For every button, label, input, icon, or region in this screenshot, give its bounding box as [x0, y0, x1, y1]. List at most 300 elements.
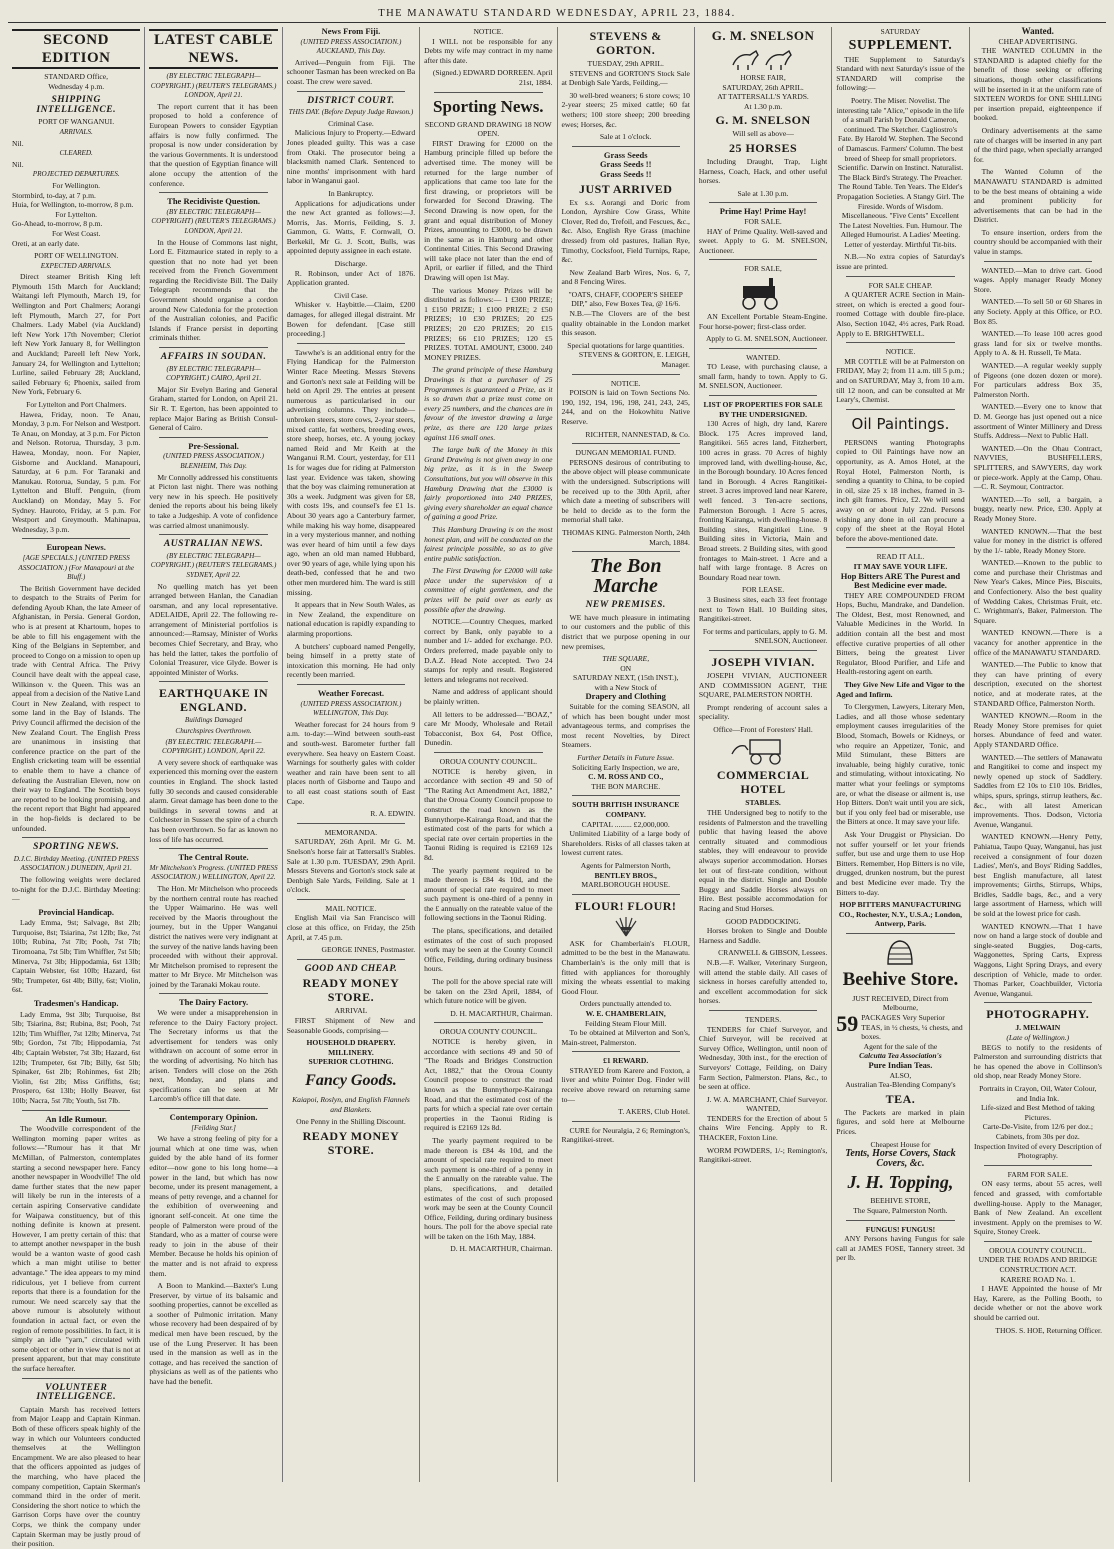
oroua-col8-sub: UNDER THE ROADS AND BRIDGE CONSTRUCTION ACT. — [978, 1255, 1098, 1275]
oroua2-text: NOTICE is hereby given, in accordance with sections 49 and 50 of "The Roads and Bridges Construction Act, 1882," that the Oroua County Council propose to construct the road known as the Bunnythorpe-Kairanga Road, and that the estimated cost of the parts for which a special rate over certain properties in the Taonui Riding is required is £2169 12s 8d. — [424, 1037, 553, 1133]
port-wanganui: PORT OF WANGANUI. — [38, 117, 115, 127]
projected-label: PROJECTED DEPARTURES. — [32, 170, 120, 179]
earthquake-sub3: (BY ELECTRIC TELEGRAPH.—COPYRIGHT.) LONDON, April 22. — [161, 737, 266, 756]
topping-address: The Square, Palmerston North. — [853, 1205, 948, 1215]
paddocking-text: Horses broken to Single and Double Harness and Saddle. — [698, 926, 828, 945]
saturday-next: SATURDAY NEXT, (15th INST.), — [572, 673, 679, 683]
reward-text: STRAYED from Karere and Foxton, a liver and white Pointer Dog. Finder will receive above reward on returning same to— — [561, 1065, 690, 1104]
principle-text: The grand principle of these Hamburg Drawings is that a purchaser of 25 Programmes is guaranteed a Prize, as it is so drawn that a prize must come on every 25 numbers, and the chances are in favour of the investor drawing a large prize, as there are 120 large prizes against 116 small ones. — [424, 365, 553, 442]
inspection-line: Inspection Invited of every Description of Photography. — [974, 1141, 1102, 1161]
bentley-bros: BENTLEY BROS., — [594, 870, 657, 880]
engine-forsale: FOR SALE, — [744, 264, 782, 274]
divider — [709, 259, 817, 260]
vivian-heading: JOSEPH VIVIAN. — [711, 654, 815, 669]
cable-text: The report current that it has been proposed to hold a conference of European Powers to consider Egyptian affairs is now fully confirmed. The proposal is now under consideration by the various Governments. It is understood that the question of Egyptian finance will alone occupy the attention of the conference. — [149, 101, 278, 188]
dairy-heading: The Dairy Factory. — [178, 997, 249, 1008]
earthquake-sub2: Churchspires Overthrown. — [175, 727, 252, 736]
mail-text: English Mail via San Francisco will close at this office, on Friday, the 25th April, at 7.45 p.m. — [286, 913, 416, 942]
wanted-ad: WANTED.—On the Ohau Contract, NAVVIES, BUSHFELLERS, SPLITTERS, and SAWYERS, day work or piece-work. Apply at the Camp, Ohau.—C. R. Seymour, Contractor. — [973, 443, 1102, 492]
also-line: ALSO, — [889, 1070, 912, 1080]
divider — [984, 1165, 1092, 1166]
hop-text3: To Clergymen, Lawyers, Literary Men, Ladies, and all those whose sedentary employment causes irregularities of the Blood, Stomach, Bowels or Kidneys, or who require an Appetizer, Tonic, and Mild Stimulant, these Bitters are invaluable, being highly curative, tonic and stimulating, without intoxicating. No matter what your feelings or symptoms are, or what the disease or ailment is, use Hop Bitters. Don't wait until you are sick, but if you only feel bad or miserable, use the Bitters at once. It may save your life. — [836, 702, 965, 827]
tenders-sign: J. W. A. MARCHANT, Chief Surveyor. — [706, 1094, 828, 1104]
for-lease-heading: FOR LEASE. — [741, 585, 785, 595]
sporting-text: The following weights were declared to-night for the D.J.C. Birthday Meeting:— — [12, 874, 141, 904]
cleared-label: CLEARED. — [59, 149, 93, 158]
divider — [572, 374, 680, 375]
lung-preserver-text: A Boon to Mankind.—Baxter's Lung Preserver, by virtue of its balsamic and soothing properties, cannot be excelled as a soother of Pulmonic irritation. Many whose recovery had been despaired of by medical men have been rescued, by the use of the Lung Preserver. It has been used in the mansion as well as in the cottage, and has received the sanction of physicians as well as of the patients who have had the benefit. — [149, 1281, 278, 1387]
civil-heading: Civil Case. — [334, 290, 368, 300]
agents-line: Agents for Palmerston North, — [580, 860, 671, 870]
bon-text2: Suitable for the coming SEASON, all of which has been bought under most advantageous terms, and comprises the most recent Novelties, by Direct Steamers. — [561, 702, 690, 750]
divider — [846, 1220, 954, 1221]
european-text: The British Government have decided to despatch to the Straits of Perim for defending Ayoub Khan, the late Ameer of Afghanistan, in Persia. General Gordon, who is at present at Khartoum, hopes to be able to fill his engagement with the King of the Belgians in September, and proceed to Congo on a mission to open up trade with Central Africa. The Privy Council have dealt with the appeal case, Wilkinson v. the Queen. This was an appeal from a decision of the Native Land Court in New Zealand, with respect to some land in the Bay of Islands. The Privy Council affirmed the decision of the New Zealand Court. The English Press are unanimous in insisting that conference practice on the part of the English cricketing team will be essential to enable them to have a chance of defeating the Australian Eleven, now on their way to England. The Scottish boys are reported to be looking promising, and the recent report that Bight had appeared in the hop-fields is declared to be unfounded. — [12, 583, 141, 833]
fungus-text: ANY Persons having Fungus for sale call at JAMES FOSE, Tannery street. 3d per lb. — [836, 1234, 965, 1263]
divider — [709, 1010, 817, 1011]
european-heading: European News. — [46, 542, 106, 553]
column-6 — [695, 27, 832, 1482]
supplement-heading: SUPPLEMENT. — [848, 37, 953, 53]
beehive-59-row — [836, 1013, 964, 1042]
karere-heading: KARERE ROAD No. 1. — [1000, 1274, 1076, 1284]
cleared-nil: Nil. — [12, 159, 24, 169]
wanted-ad: WANTED KNOWN.—That I have now on hand a large stock of double and single-seated Buggies, Dog-carts, Waggonettes, Spring Carts, Express Waggons, Light Spring Drays, and every description of Vehicle, made to order. Thomas Parker, Coachbuilder, Victoria Avenue, Wanganui. — [973, 921, 1102, 998]
snelson-heading: G. M. SNELSON — [711, 28, 815, 43]
divider — [572, 1051, 680, 1052]
agent-line: Agent for the sale of the — [863, 1041, 938, 1051]
poison-sign: RICHTER, NANNESTAD, & Co. — [585, 429, 690, 439]
oroua2-text2: The yearly payment required to be made thereon is £84 4s 10d, and the amount of special rate required to meet such payment is one-third of a penny in the £ annually on the rateable value. The plans, specifications, and detailed estimates of the cost of such proposed work may be seen at the County Council Office, Feilding, during ordinary business hours. The poll for the above special rate will be taken on the 16th May, 1884. — [424, 1135, 553, 1241]
cure-text: CURE for Neuralgia, 2 6; Remington's, Rangitikei-street. — [561, 1125, 690, 1145]
australian-sub: (BY ELECTRIC TELEGRAPH—COPYRIGHT.) (REUTER'S TELEGRAMS.) SYDNEY, April 22. — [150, 551, 277, 579]
commercial-hotel: COMMERCIAL HOTEL — [716, 768, 810, 797]
shipping-heading: SHIPPING INTELLIGENCE. — [36, 95, 116, 115]
huia: Huia, for Wellington, to-morrow, 8 p.m. — [12, 200, 134, 210]
tattersalls: AT TATTERSALL'S YARDS. — [717, 92, 809, 102]
masthead: THE MANAWATU STANDARD WEDNESDAY, APRIL 23, 1884. — [8, 6, 1106, 23]
oroua2-heading: OROUA COUNTY COUNCIL. — [439, 1027, 537, 1037]
fiji-text: Arrived—Penguin from Fiji. The schooner Tasman has been wrecked on Ba coast. The crew were saved. — [286, 57, 416, 86]
sporting-news-heading: Sporting News. — [433, 96, 544, 116]
arrival-text: FIRST Shipment of New and Seasonable Goods, comprising— — [286, 1016, 416, 1035]
notice-heading: NOTICE. — [473, 27, 504, 36]
wanted-ad: WANTED.—To lease 100 acres good grass land for six or twelve months. Apply to A. & H. Russell, Te Mata. — [973, 329, 1102, 358]
carte-line: Carte-De-Visite, from 12/6 per doz.; Cabinets, from 30s per doz. — [982, 1122, 1094, 1141]
reward-sign: T. AKERS, Club Hotel. — [618, 1107, 690, 1117]
coach-icon — [728, 736, 798, 766]
bon-text: WE have much pleasure in intimating to our customers and the public of this district that we purpose opening in our new premises, — [561, 612, 690, 651]
plans-text: The plans, specifications, and detailed estimates of the cost of such proposed work may be seen at the County Council Office, Feilding, during ordinary business hours. — [424, 926, 553, 974]
steam-engine-icon — [733, 276, 793, 310]
poison-notice-heading: NOTICE. — [610, 378, 641, 388]
tenders-heading: TENDERS. — [745, 1014, 782, 1024]
drawing-text: FIRST Drawing for £2000 on the Hamburg principle filled up before the advertised time. The money will be returned for the large number of applications that came too late for the first drawing, or proprietors will be forwarded for Second Drawing. The Second Drawing is now open, for the grant and equal distribution of Money Prizes, amounting to £3000, to be drawn in the same as in Hamburg and other Continental Cities. This Second Drawing will take place not later than the end of April, or earlier if filled, and the Third Drawing will open 1st May. — [424, 138, 553, 283]
gms-text: Will sell as above— — [732, 129, 794, 139]
read-it-all: READ IT ALL. — [876, 552, 925, 562]
district-sub: THIS DAY. (Before Deputy Judge Rawson.) — [288, 108, 414, 117]
second-edition-title: SECOND EDITION — [12, 29, 140, 69]
presessional-text: Mr Connolly addressed his constituents at Picton last night. There was nothing very new in his speech. He positively denied the reports about his being likely to take a Judgeship. A vote of confidence was carried almost unanimously. — [149, 472, 278, 530]
oreti: Oreti, at an early date. — [12, 238, 80, 248]
ready-money-footer: READY MONEY STORE. — [302, 1128, 400, 1157]
ship-text: Direct steamer British King left Plymouth 15th March for Auckland; Waitangi left Plymouth, March 19, for Wellington and Port Chalmers; Aorangi left Plymouth, March 27, for Port Chalmers. Lady Mabel (via Auckland) left New York 17th November; Cleriot left New York January 8, for Wellington and Auckland; Pareell left New York, January 24, for Wellington and Lyttelton; Lurline, sailed February 28; Auckland, sailed February 6; Phoenix, sailed from New York, February 6. — [12, 272, 141, 397]
australian-heading: AUSTRALIAN NEWS. — [163, 539, 264, 550]
cheap-advertising-heading: CHEAP ADVERTISING. — [998, 36, 1078, 46]
prime-hay-heading: Prime Hay! Prime Hay! — [719, 206, 807, 217]
beehive-heading: Beehive Store. — [842, 968, 959, 990]
photo-text: BEGS to notify to the residents of Palmerston and surrounding districts that he has opened the above in Collinson's old shop, near Ready Money Store. — [973, 1042, 1102, 1081]
sg-date: TUESDAY, 29th APRIL. — [587, 59, 664, 68]
poll-text: The poll for the above special rate will be taken on the 23rd April, 1884, of which future notice will be given. — [424, 977, 553, 1006]
divider — [297, 899, 405, 900]
weather-text: Weather forecast for 24 hours from 9 a.m. to-day:—Wind between south-east and south-west. Barometer further fall everywhere. Sea heavy on Eastern Coast. Warnings for southerly gales with colder weather and rain have been sent to all places north of Gisborne and Taupo and to all east coast stations south of East Cape. — [286, 719, 416, 806]
wanted-ad: WANTED KNOWN.—Room in the Ready Money Store premises for quiet horses. Abundance of feed and water. Apply STANDARD Office. — [973, 711, 1102, 749]
notice-text: I WILL not be responsible for any Debts my wife may contract in my name after this date. — [424, 36, 553, 65]
divider — [434, 1022, 542, 1023]
divider — [709, 202, 817, 203]
honest-text: This Hamburg Drawing is on the most honest plan, and will be conducted on the fairest principle possible, so as to give entire public satisfaction. — [424, 524, 553, 563]
tenders-text: TENDERS for Chief Surveyor, and Chief Surveyor, will be received at Survey Office, Wellington, until noon of Wednesday, 30th inst., for the erection of Surveyors' Cottage, Feilding, on Dairy Farm Section, Palmerston. Plans, &c., to be seen at office. — [698, 1024, 828, 1092]
central-text: The Hon. Mr Mitchelson who proceeds by the northern central route has reached the Upper Waimarino. He was well received by the Maoris throughout the journey, but in the Upper Wanganui district the natives were very indignant at the survey of the native lands having been proceeded with without their approval. Mr Mitchelson promised to represent the matter to Mr Bryce. Mr Mitchelson was joined by the Taranaki Mokau route. — [149, 883, 278, 989]
wanted-ad: WANTED.—Every one to know that D. M. George has just opened out a nice assortment of Winter Millinery and Dress Stuffs. Address—Next to Public Hall. — [973, 402, 1102, 441]
wanted2-heading: WANTED, — [746, 1104, 781, 1114]
cottle-text: MR COTTLE will be at Palmerston on FRIDAY, May 2; from 11 a.m. till 5 p.m.; and on SATURDAY, May 3, from 10 a.m. till 12 noon, and can be consulted at Mr Leary's, Chemist. — [836, 356, 965, 405]
topping-sub: BEEHIVE STORE, — [870, 1196, 931, 1206]
cranwell-nb: N.B.—F. Walker, Veterinary Surgeon, will attend the stable daily. All cases of sickness in horses carefully attended to, and excellent accommodation for sick horses. — [698, 957, 828, 1006]
for-sale-cheap-heading: FOR SALE CHEAP. — [868, 280, 933, 290]
expected-label: EXPECTED ARRIVALS. — [40, 261, 112, 270]
hay-text: HAY of Prime Quality. Well-saved and sweet. Apply to G. M. SNELSON, Auctioneer. — [698, 226, 828, 255]
engine-apply: Apply to G. M. SNELSON, Auctioneer. — [705, 334, 828, 344]
columns — [8, 26, 1106, 1549]
divider — [297, 684, 405, 685]
sporting-sub: D.J.C. Birthday Meeting. (UNITED PRESS ASSOCIATION.) DUNEDIN, April 21. — [13, 854, 139, 873]
picture-line: Life-sized and Best Method of taking Pictures. — [980, 1103, 1095, 1122]
yearly-text: The yearly payment required to be made thereon is £84 4s 10d, and the amount of special rate required to meet such payment is one-third of a penny in the £ annually on the rateable value of the following sections in the Taonui Riding. — [424, 865, 553, 923]
volunteer-text: Captain Marsh has received letters from Major Leapp and Captain Kinman. Both of these officers speak highly of the way in which our Volunteers conducted themselves at the Wellington Encampment. We are also pleased to hear that the officers appointed as judges of the marching, who have placed the company competition, Captain Skerman's command third in the order of merit. Considering the short notice to which the Garrison Corps have over the country Corps, we think the company under Captain Skerman may be justly proud of their position. — [12, 1404, 141, 1549]
central-sub: Mr Mitchelson's Progress. (UNITED PRESS ASSOCIATION.) WELLINGTON, April 22. — [149, 863, 278, 882]
divider — [22, 1378, 130, 1379]
recidiviste-sub: (BY ELECTRIC TELEGRAPH—COPYRIGHT) (REUTER'S TELEGRAMS.) LONDON, April 21. — [151, 207, 276, 235]
provincial-heading: Provincial Handicap. — [38, 907, 115, 917]
bon-marche-heading: The Bon Marche — [589, 555, 662, 598]
cheap-text: THE WANTED COLUMN in the STANDARD is adapted chiefly for the benefit of those seeking or offering situations, though other classifications will be inserted in it at the uniform rate of SIXTEEN WORDS for ONE SHILLING per insertion prepaid, eighteenpence if booked. — [973, 46, 1102, 123]
divider — [297, 823, 405, 824]
orders-line: Orders punctually attended to. — [579, 999, 672, 1009]
supplement-text: THE Supplement to Saturday's Standard with next Saturday's issue of the STANDARD will comprise the following:— — [836, 54, 965, 93]
wec-text: To be obtained at Milverton and Son's, Main-street, Palmerston. — [561, 1028, 690, 1047]
at-130: At 1.30 p.m. — [743, 101, 783, 111]
vivian-text: JOSEPH VIVIAN, AUCTIONEER AND COMMISSION AGENT, THE SQUARE, PALMERSTON NORTH. — [698, 670, 828, 700]
properties-text: 130 Acres of high, dry land, Karere Block. 175 Acres improved land, Rangitikei. 565 acres land, Fitzherbert, 100 acres in grass. 70 Acres of highly improved land, with dwelling-house, &c, in the Borough boundary. 10 Acres fenced land in Borough. 4 Acres Rangitikei-street. 3 acres improved land near Karere, well fenced. 3 Ten-acre sections, Palmerston Borough. 1 Acre 5 acres, fronting Kairanga, with dwelling-house. 8 Building sites, Rangitikei Line. 9 Building sites in Victoria, Main and Broad streets. 2 Building sites, with good frontages to Main-street. 1 Acre and a half with large frontage. 8 Acres on Boundary Road near town. — [698, 419, 828, 582]
divider — [709, 650, 817, 651]
weather-heading: Weather Forecast. — [317, 688, 385, 698]
supplement-nb: N.B.—No extra copies of Saturday's issue are printed. — [836, 252, 965, 272]
divider — [297, 343, 405, 344]
tea-heading: TEA. — [885, 1091, 916, 1106]
weather-sub: (UNITED PRESS ASSOCIATION.) WELLINGTON, This Day. — [300, 699, 402, 718]
column-2 — [145, 27, 282, 1482]
district-court-heading: DISTRICT COURT. — [307, 95, 395, 106]
sg-text: STEVENS and GORTON'S Stock Sale at Denbigh Sale Yards, Feilding,— — [561, 68, 690, 88]
hop-bitters-heading: Hop Bitters ARE The Purest and Best Medicine ever made. — [840, 570, 961, 591]
office-line: STANDARD Office, — [44, 72, 109, 81]
divider — [159, 534, 267, 535]
oroua-text: NOTICE is hereby given, in accordance with section 49 and 50 of "The Rating Act Amendment Act, 1882," that the Oroua County Council propose to construct the road known as the Bunnythorpe-Kairanga Road, and that the estimated cost of the parts for which a special rate over certain properties in the Taonui Riding is required is £2169 12s 8d. — [424, 766, 553, 862]
central-heading: The Central Route. — [178, 852, 249, 863]
wec-name: W. E. CHAMBERLAIN, — [585, 1008, 666, 1018]
sbi-text: Unlimited Liability of a large body of Shareholders. Risks of all classes taken at lowest current rates. — [561, 829, 690, 858]
hay-forsale: FOR SALE. — [744, 216, 782, 226]
divider — [984, 1241, 1092, 1242]
memoranda-heading: MEMORANDA. — [324, 827, 378, 837]
column-7 — [832, 27, 969, 1482]
arrived-text: Ex s.s. Aorangi and Doric from London, Ayrshire Cow Grass, White Clover, Red do, Trefoil, and Fescues, &c., &c. Also, English Rye Grass (machine dressed) from old pastures, Italian Rye, Timothy, Cocksfoot, Field Turnips, Rape, &c. — [561, 197, 690, 265]
dungan-text: PERSONS desirous of contributing to the above object will please communicate with the undersigned. Subscriptions will be received up to the 30th April, after which date a meeting of subscribers will be held to decide as to the form the memorial shall take. — [561, 457, 690, 525]
grass-seeds-1: Grass Seeds — [603, 149, 648, 160]
name-address-text: Name and address of applicant should be plainly written. — [424, 687, 553, 706]
divider — [846, 933, 954, 934]
civil-text: Whisker v. Haybittle.—Claim, £200 damages, for alleged illegal distraint. Mr Bowen for defendant. [Case still proceeding.] — [286, 300, 416, 339]
criminal-text: Malicious Injury to Property.—Edward Jones pleaded guilty. This was a case from Otaki. The prosecutor being a blacksmith named Clark. Sentenced to nine months' imprisonment with hard labor in Wanganui gaol. — [286, 128, 416, 186]
contemporary-text: We have a strong feeling of pity for a journal which at one time was, when guided by the able hand of its former editor—now gone to his long home—a power in the land, but which has now become, under its present management, a means of petty revenge, and a channel for the exhibition of overweening and ignorant self-conceit. At one time the people of Palmerston were proud of the Standard, who as a matter of course were ready to join in the abuse of their Member. Because he holds his opinion of the matter and is not afraid to express them. — [149, 1134, 278, 1278]
terms-text: For terms and particulars, apply to G. M. SNELSON, Auctioneer. — [702, 626, 828, 646]
horses-25: 25 HORSES — [728, 140, 798, 155]
divider — [297, 91, 405, 92]
wanted-ad: WANTED.—To sell, a bargain, a buggy, nearly new. Price, £30. Apply at Ready Money Store. — [973, 494, 1102, 523]
farm-heading: FARM FOR SALE. — [1007, 1169, 1069, 1179]
beehive-icon — [882, 938, 918, 966]
for-lyttelton: For Lyttelton. — [55, 209, 98, 219]
divider — [984, 261, 1092, 262]
sale-130: Sale at 1.30 p.m. — [737, 188, 789, 198]
poison-text: POISON is laid on Town Sections No. 190, 192, 194, 196, 198, 241, 243, 245, 244, and on the Hokowhitu Native Reserve. — [561, 388, 690, 426]
nb-text: N.B.—The Clovers are of the best quality obtainable in the London market this season. — [561, 309, 690, 338]
just-arrived: JUST ARRIVED — [578, 181, 673, 196]
wanted-ad: WANTED KNOWN.—That the best value for money in the district is offered by the 1/- table, Ready Money Store. — [973, 526, 1102, 555]
wanted-column-heading: Wanted. — [1021, 26, 1054, 36]
time-line: Wednesday 4 p.m. — [48, 81, 105, 91]
kaiapoi-line: Kaiapoi, Roslyn, and English Flannels and Blankets. — [292, 1095, 410, 1114]
grass-seeds-3: Grass Seeds !! — [599, 168, 652, 179]
saturday-label: SATURDAY — [880, 27, 921, 36]
column-8 — [970, 27, 1106, 1482]
stevens-gorton-heading: STEVENS & GORTON. — [589, 29, 662, 57]
oroua2-sign: D. H. MACARTHUR, Chairman. — [450, 1244, 553, 1254]
vivian-text2: Prompt rendering of account sales a speciality. — [698, 702, 828, 722]
latest-cable-title: LATEST CABLE NEWS. — [149, 29, 277, 69]
arrivals-label: ARRIVALS. — [59, 127, 93, 136]
divider — [22, 1110, 130, 1111]
divider — [159, 848, 267, 849]
hop-text2: They Give New Life and Vigor to the Aged and Infirm. — [836, 680, 965, 699]
column-5 — [558, 27, 695, 1482]
divider — [159, 681, 267, 682]
beehive-received: JUST RECEIVED, Direct from Melbourne, — [852, 993, 949, 1013]
soudan-text: Major Sir Evelyn Baring and General Graham, started for London, on April 21. Sir R. T. Egerton, has been appointed to replace Major Baring as British Consul-General of Cairo. — [149, 384, 278, 433]
wanted-ad: WANTED.—To sell 50 or 60 Shares in any Society. Apply at this Office, or P.O. Box 85. — [973, 297, 1102, 326]
bon-sign2: THE BON MARCHE. — [591, 781, 661, 791]
wanted-heading: WANTED. — [746, 352, 781, 362]
departures-heading: For Lyttelton and Port Chalmers. — [26, 400, 127, 409]
prizes-text: The various Money Prizes will be distributed as follows:— 1 £300 PRIZE; 1 £150 PRIZE; 1 £100 PRIZE; 2 £50 PRIZES; 10 £30 PRIZES; 20 £25 PRIZES; 20 £20 PRIZES; 20 £15 PRIZES; 66 £10 PRIZES; 120 £5 PRIZES. TOTAL AMOUNT, £3000. 240 MONEY PRIZES. — [424, 285, 553, 362]
stables-heading: STABLES. — [745, 798, 781, 808]
tradesmen-heading: Tradesmen's Handicap. — [33, 999, 119, 1009]
european-sub: [AGE SPECIALS.] (UNITED PRESS ASSOCIATION.) (For Manapouri at the Bluff.) — [18, 553, 135, 582]
flour-heading: FLOUR! FLOUR! — [574, 898, 677, 913]
horses-text: Including Draught, Trap, Light Harness, Coach, Hack, and other useful horses. — [698, 156, 828, 186]
for-wellington: For Wellington. — [52, 180, 101, 190]
divider — [572, 443, 680, 444]
millinery: MILLINERY. — [328, 1047, 374, 1057]
sg-sign: STEVENS & GORTON, E. LEIGH, Manager. — [578, 350, 690, 370]
grass-seeds-2: Grass Seeds !! — [599, 159, 652, 170]
dungan-sign: THOMAS KING. Palmerston North, 24th March, 1884. — [562, 527, 690, 547]
marlborough-house: MARLBOROUGH HOUSE. — [581, 880, 670, 890]
special-text: Special quotations for large quantities. — [567, 340, 685, 350]
wanted-ad: WANTED.—Man to drive cart. Good wages. Apply manager Ready Money Store. — [973, 265, 1102, 294]
drawing-heading: SECOND GRAND DRAWING 18 NOW OPEN. — [424, 119, 552, 139]
cheapest-line: Cheapest House for — [870, 1139, 931, 1149]
sbi-heading: SOUTH BRITISH INSURANCE COMPANY. — [572, 800, 680, 819]
earthquake-text: A very severe shock of earthquake was experienced this morning over the eastern counties in England. The shock lasted fully 30 seconds and caused considerable alarm. Great damage has been done to the buildings in several towns and at Colchester in Sussex the spire of a church has been overthrown. So far as known no loss of life has occurred. — [149, 757, 278, 844]
divider — [846, 409, 954, 410]
divider — [159, 437, 267, 438]
mail-heading: MAIL NOTICE. — [325, 903, 377, 913]
go-ahead: Go-Ahead, to-morrow, 8 p.m. — [12, 219, 103, 229]
new-premises: NEW PREMISES. — [585, 600, 666, 611]
portraits-line: Portraits in Crayon, Oil, Water Colour, and India Ink. — [979, 1083, 1097, 1103]
local-text: Tawwhe's is an additional entry for the Flying Handicap for the Palmerston Winter Race Meeting. Messrs Stevens and Gorton's next sale at Feilding will be held on April 29. The entries at present numerous as particularised in our advertising columns. They include—unbroken steers, store cows, 2-year steers, mixed cattle, fat wethers, breeding ewes, store sheep, horses, etc. A young jockey named Reid and Mr Keith at the Wanganui R.M. Court, yesterday, for £11 1s for wages due for riding at Palmerston last year. Evidence was taken, showing that the boy was claiming remuneration at 30s a week. Judgment was given for £8, with costs 19s, and counsel's fee £1 1s. About 30 years ago a Canterbury farmer, while making his way home, disappeared in a very mysterious manner, and nothing was ever heard of him until a few days ago, when an old man named Hubbard, over 90 years of age, while lying upon his death-bed, confessed that he and two other men murdered him. The ward is still missing. — [286, 347, 416, 597]
wanted2-text: TENDERS for the Erection of about 5 chains Wire Fencing. Apply to R. THACKER, Foxton Line. — [698, 1113, 828, 1143]
blending-line: Australian Tea-Blending Company's — [845, 1080, 956, 1090]
wanted-ad: WANTED.—The Public to know that they can have printing of every description, executed on the shortest notice, and at moderate rates, at the STANDARD Office, Palmerston North. — [973, 660, 1102, 708]
divider — [22, 837, 130, 838]
divider — [709, 395, 817, 396]
sg-time: Sale at 1 o'clock. — [599, 132, 652, 142]
memoranda-text: SATURDAY, 26th April. Mr G. M. Snelson's horse fair at Tattersall's Stables. Sale at 1.30 p.m. TUESDAY, 29th April. Messrs Stevens and Gorton's stock sale at Denbigh Sale Yards, Feilding. Sale at 1 o'clock. — [286, 837, 416, 895]
flour-text: ASK for Chamberlain's FLOUR, admitted to be the best in the Manawatu. Chamberlain's is the only mill that is fitted with appliances for thoroughly mixing the wheats essential to making Good Flour. — [561, 938, 690, 996]
sg-list: 30 well-bred weaners; 6 store cows; 10 2-year steers; 25 mixed cattle; 60 fat wethers; 100 store sheep; 200 breeding ewes; Horses, &c. — [561, 90, 690, 129]
karere-sign: THOS. S. HOE, Returning Officer. — [995, 1325, 1102, 1335]
hop-co: HOP BITTERS MANUFACTURING CO., Rochester, N.Y., U.S.A.; London, Antwerp, Paris. — [838, 900, 962, 929]
supplement-list: Poetry. The Miser. Novelist. The interesting tale "Alice," episode in the life of a small Parish by Donald Cameron, continued. The Sketcher. Cagliostro's Fate. By Harold W. Stephen. The Second of Damascus. Farmers' Column. The best breed of Sheep for small proprietors. Scientific. Darwin on Instinct. Naturalist. The Black Bird's Strategy. The Preacher. The Round Table. Ten Years. The Elder's Propagation Societies. A Stangy Girl. The Fireside. Words of Wisdom. Miscellaneous. "Five Cents" Excellent The Latest Novelties. Fun. Humour. The Alleged Humourist. A Ladies' Meeting. Letter of yesterday. Mirthful Tit-bits. — [836, 95, 965, 249]
cottle-notice-heading: NOTICE. — [885, 347, 916, 357]
fungus-heading: FUNGUS! FUNGUS! — [865, 1224, 936, 1234]
divider — [22, 538, 130, 539]
fiji-heading: News From Fiji. — [321, 26, 381, 36]
divider — [572, 551, 680, 552]
tents-line: Tents, Horse Covers, Stack Covers, &c. — [845, 1148, 956, 1169]
cheap-text3: The Wanted Column of the MANAWATU STANDARD is admitted to be the best means of obtaining a wide and prominent publicity for advertisements that can be had in the District. — [973, 167, 1102, 225]
contemporary-sub: [Feilding Star.] — [191, 1123, 236, 1132]
bon-sign: C. M. ROSS AND CO., — [588, 772, 664, 782]
column-4 — [420, 27, 557, 1482]
wanted-ad: WANTED.—Known to the public to come and purchase their Christmas and New Year's Cakes, Mince Pies, Biscuits, and Confectionery. Also the best quality of Wedding Cakes, Christmas Fruit, etc. C. Wrightman's, Baker, Palmerston. The Square. — [973, 558, 1102, 625]
oil-paintings-heading: Oil Paintings. — [851, 414, 950, 433]
cable-sub: (BY ELECTRIC TELEGRAPH—COPYRIGHT.) (REUTER'S TELEGRAMS.) LONDON, April 21. — [150, 72, 277, 100]
weather-sign: R. A. EDWIN. — [370, 809, 416, 819]
rumour-text: The Woodville correspondent of the Wellington morning paper writes as follows:—"Rumour has it that Mr McMillan, of Palmerston, contemplates starting a second newspaper here. Fancy another newspaper in Woodville! The old dame further states that the new paper will likely be run in the interests of a certain aspiring Conservative candidate for Waipawa constituency, but of this nothing definite is known at present. However, I am pretty certain of this: that to attempt another newspaper in the bush would be a wanton waste of good cash which a man might utilise to better advantage." The idea appears to my mind ridiculous, yet I believe from current reports that there is a foundation for the rumour. We need scarcely say that the above rumour is absolutely without foundation in actual fact, or even the region of remote possibilities. In fact, it is simply an idle "yarn," circulated with some object or other in view that is not at present apparent, but that may constitute the surface hereafter. — [12, 1124, 141, 1373]
farm-text: ON easy terms, about 55 acres, well fenced and grassed, with comfortable dwelling-house. Apply to the Manager, Bank of New Zealand. An excellent investment. Apply on the premises to W. Squire, Stoney Creek. — [973, 1179, 1102, 1237]
mail-sign: GEORGE INNES, Postmaster. — [321, 945, 416, 955]
divider — [159, 347, 267, 348]
odds-text: The large bulk of the Money in this Grand Drawing is not given away in one big prize, as it is in the Sweep Consultations, but you will observe in this Hamburg Drawing that the £3000 is fairly proportioned into 240 PRIZES, giving every shareholder an equal chance of gaining a good Prize. — [424, 445, 553, 522]
properties-heading: LIST OF PROPERTIES FOR SALE BY THE UNDERSIGNED. — [703, 400, 823, 419]
horses-icon — [728, 45, 798, 71]
education-text: It appears that in New South Wales, as in New Zealand, the expenditure on national education is rapidly expanding to alarming proportions. — [286, 600, 416, 639]
divider — [434, 92, 542, 93]
divider — [572, 894, 680, 895]
volunteer-heading: VOLUNTEER INTELLIGENCE. — [36, 1382, 116, 1403]
port-wellington: PORT OF WELLINGTON. — [34, 251, 119, 261]
recidiviste-text: In the House of Commons last night, Lord E. Fitzmaurice stated in reply to a question that no note had yet been received from the French Government regarding the Recidiviste Bill. The Daily Telegraph recommends that the Government should organise a cordon around New Caledonia for the protection of the Australian colonies, and Pacific Islands if France persist in deporting criminals thither. — [149, 237, 278, 343]
oroua-heading: OROUA COUNTY COUNCIL. — [439, 756, 537, 766]
drapery-clothing: Drapery and Clothing — [585, 691, 666, 702]
divider — [159, 1108, 267, 1109]
oil-text: PERSONS wanting Photographs copied to Oil Paintings have now an opportunity, as A. Amos Hotel, at the Royal Hotel, Palmerston North, is sending a quantity to China, to be copied in oil, size 25 x 18 inches, framed in 3-inch gilt frames. Price, £2. We will send away on or about July 22nd. Persons wishing any done in oil can procure a copy of the sheet at the Royal Hotel before the above-mentioned date. — [836, 437, 965, 543]
karere-text: I HAVE Appointed the house of Mr Hay, Karere, as the Polling Booth, to decide whether or not the above work should be carried out. — [973, 1284, 1102, 1323]
calcutta-line: Calcutta Tea Association's — [859, 1051, 942, 1061]
discharge-text: R. Robinson, under Act of 1876. Application granted. — [286, 268, 416, 288]
dairy-text: We were under a misapprehension in reference to the Dairy Factory project. The Secretary informs us that the advertisement for tenders was only withdrawn on account of some error in the wording of advertising. No hitch has arisen. Tenders will close on the 26th next, Monday, and plans and specifications can be seen at Mr Larcomb's office till that date. — [149, 1008, 278, 1104]
divider — [159, 192, 267, 193]
cranwell-sign: CRANWELL & GIBSON, Lessees. — [718, 948, 828, 958]
gms-heading: G. M. SNELSON — [715, 113, 811, 128]
wanted-ad: WANTED.—The settlers of Manawatu and Rangitikei to come and inspect my newly opened up stock of Saddlery. Saddles from £2 10s to £10 10s. Bridles, whips, spurs, springs, stirrup leathers, &c. &c., with all latest American improvements. Thos. Dodson, Victoria Avenue, Wanganui. — [973, 752, 1102, 829]
rumour-heading: An Idle Rumour. — [45, 1113, 107, 1124]
first-prize-text: The First Drawing for £2000 will take place under the supervision of a committee of eight gentlemen, and the prizes will be paid over as early as possible after the drawing. — [424, 566, 553, 614]
cheap-text4: To ensure insertion, orders from the country should be accompanied with their value in stamps. — [973, 227, 1102, 257]
bankruptcy-text: Applications for adjudications under the new Act granted as follows:—J. Morris, Jas. Morris, Feilding, S. J. Gammon, G. Watts, F. Cornwall, O. Berkekil, Mr G. J. Scott, Bulls, was appointed deputy assignee in each estate. — [286, 198, 416, 256]
divider — [434, 752, 542, 753]
wec-sub: Feilding Steam Flour Mill. — [584, 1018, 667, 1028]
paddocking-heading: GOOD PADDOCKING. — [725, 916, 801, 926]
wheat-sheaf-icon — [606, 915, 646, 937]
divider — [572, 1121, 680, 1122]
topping-heading: J. H. Topping, — [847, 1172, 954, 1193]
column-1 — [8, 27, 145, 1549]
for-west-coast: For West Coast. — [51, 228, 101, 238]
cheap-text2: Ordinary advertisements at the same rate of charges will be inserted in any part of the third page, when specially arranged for. — [973, 125, 1102, 164]
sbi-capital: CAPITAL ......... £2,000,000. — [581, 819, 670, 829]
divider — [572, 146, 680, 147]
worm-text: WORM POWDERS, 1/-; Remington's, Rangitikei-street. — [698, 1145, 828, 1165]
cheques-text: NOTICE.—Country Cheques, marked correct by Bank, only payable to a number and 1/- added for exchange. P.O. Orders preferred, made payable only to D.A.Z. Head Note accepted. Two 24 stamps for reply and result. Registered letters and telegrams not received. — [424, 617, 553, 684]
oroua-col8-heading: OROUA COUNTY COUNCIL. — [989, 1245, 1087, 1255]
beehive-text: PACKAGES Very Superior TEAS, in ½ chests, ¼ chests, and boxes. — [861, 1013, 963, 1042]
with-stock: with a New Stock of — [594, 682, 657, 692]
oats-text: "OATS, CHAFF, COOPER'S SHEEP DIP," also, Few Boxes Tea, @ 16/6. — [568, 289, 683, 309]
reward-heading: £1 REWARD. — [603, 1056, 649, 1066]
hop-text4: Ask Your Druggist or Physician. Do not suffer yourself or let your friends suffer, but use and urge them to use Hop Bitters. Remember, Hop Bitters is no vile, drugged, drunken nostrum, but the purest and best Medicine ever made. Try the Bitters to-day. — [836, 829, 965, 897]
divider — [846, 342, 954, 343]
notice-sign: (Signed.) EDWARD DORREEN. April 21st, 1884. — [432, 68, 553, 87]
fancy-goods: Fancy Goods. — [305, 1072, 397, 1089]
stormbird: Stormbird, to-day, at 7 p.m. — [12, 190, 96, 200]
superior-clothing: SUPERIOR CLOTHING. — [308, 1057, 394, 1067]
for-lease-text: 3 Business sites, each 33 feet frontage next to Town Hall. 10 Building sites, Rangitikei-street. — [698, 594, 828, 624]
soudan-sub: (BY ELECTRIC TELEGRAPH—COPYRIGHT.) CAIRO, April 21. — [165, 364, 262, 383]
divider — [846, 547, 954, 548]
presessional-heading: Pre-Sessional. — [188, 440, 239, 451]
bankruptcy-heading: In Bankruptcy. — [328, 188, 374, 198]
photography-heading: PHOTOGRAPHY. — [986, 1007, 1090, 1022]
arrival-heading: ARRIVAL — [334, 1006, 368, 1016]
departures-text: Hawea, Friday, noon. Te Anau, Monday, 3 p.m. For Nelson and Westport. Te Anau, on Monday, at 3 p.m. For Picton and Nelson. Rotorua, Thursday, 3 p.m. Hawea, Monday, noon. For Napier, Gisborne and Auckland. Manapouri, Saturday, at 6 p.m. For Taranaki and Manukau. Rotorua, Sunday, 5 p.m. For Lyttelton and Bluff. Penguin, (from Auckland) on Monday, May 5. For Sydney. Hauroto, Friday, at 5 p.m. For Westport and Greymouth. Mahinapua, Wednesday, 3 p.m. — [12, 409, 141, 534]
soliciting: Soliciting Early Inspection, we are, — [572, 762, 680, 772]
tradesmen-text: Lady Emma, 9st 3lb; Turquoise, 8st 5lb; Tsiarina, 8st; Rubina, 8st; Pooh, 7st 12lb; Tim Whiffler, 7st 12lb; Minerva, 7st 9lb; Gordon, 7st 7lb; Hippodamia, 7st 4lb; Captain Webster, 7st 3lb; Hazard, 6st 12lb; Trumpeter, 6st 7lb; Billy, 6st 5lb; Spinaker, 6st 2lb; Rohinmes, 6st 2lb; Violin, 6st 2lb; Miss Griffiths, 6st; Prospero, 6st 13lb; Holly Beaver, 6st 10lb; Nacra, 5st 7lb; Youth, 5st 7lb. — [12, 1009, 141, 1105]
